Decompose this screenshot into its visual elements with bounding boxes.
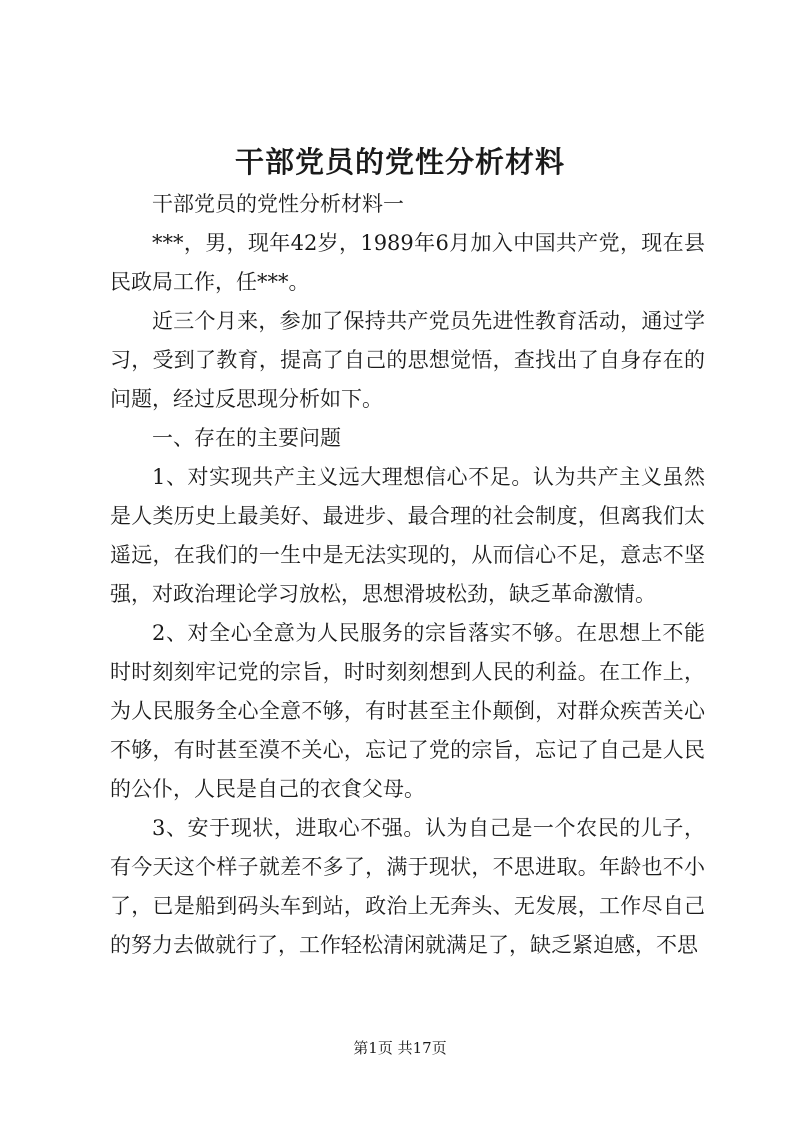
page-title: 干部党员的党性分析材料 [234,145,565,179]
paragraph-issue-2: 2、对全心全意为人民服务的宗旨落实不够。在思想上不能时时刻刻牢记党的宗旨，时时刻刻想到人民的利益。在工作上，为人民服务全心全意不够，有时甚至主仆颠倒，对群众疾苦关心不够，有时甚至漠不关心，忘记了党的宗旨，忘记了自己是人民的公仆，人民是自己的衣食父母。 [110,621,705,801]
page-number-footer: 第1页 共17页 [353,1039,447,1057]
paragraph-issue-3: 3、安于现状，进取心不强。认为自己是一个农民的儿子，有今天这个样子就差不多了，满于现状，不思进取。年龄也不小了，已是船到码头车到站，政治上无奔头、无发展，工作尽自己的努力去做就行了，工作轻松清闲就满足了，缺乏紧迫感，不思 [110,816,705,957]
paragraph-personal-info: ***，男，现年42岁，1989年6月加入中国共产党，现在县民政局工作，任***。 [110,231,705,294]
paragraph-issue-1: 1、对实现共产主义远大理想信心不足。认为共产主义虽然是人类历史上最美好、最进步、最合理的社会制度，但离我们太遥远，在我们的一生中是无法实现的，从而信心不足，意志不坚强，对政治理论学习放松，思想滑坡松劲，缺乏革命激情。 [110,465,705,606]
section-heading: 一、存在的主要问题 [152,426,341,450]
document-body [110,185,705,965]
paragraph-subtitle: 干部党员的党性分析材料一 [152,192,404,216]
paragraph-intro: 近三个月来，参加了保持共产党员先进性教育活动，通过学习，受到了教育，提高了自己的思想觉悟，查找出了自身存在的问题，经过反思现分析如下。 [110,309,705,411]
